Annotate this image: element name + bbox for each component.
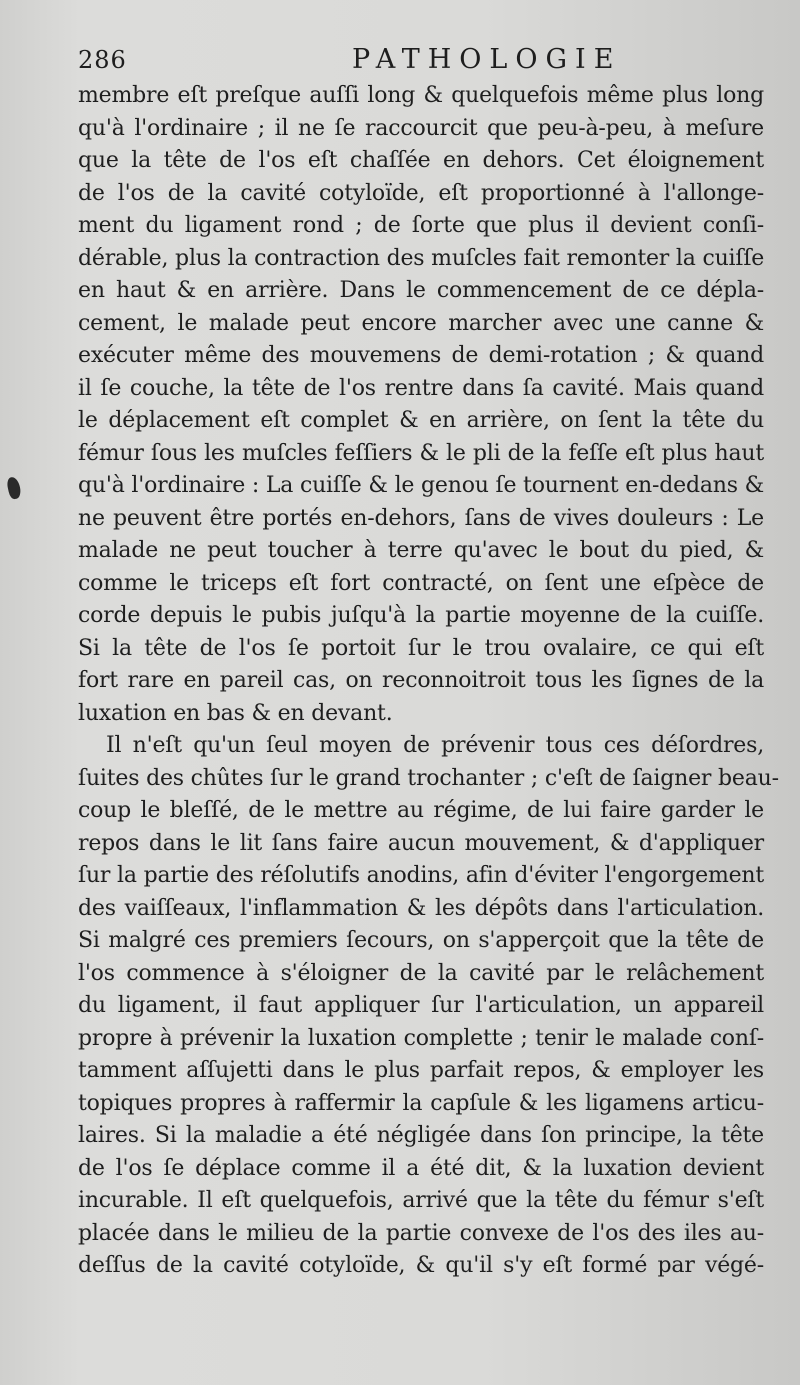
text-line: placée dans le milieu de la partie convexe de l'os des iles au-: [78, 1220, 764, 1246]
text-line: ne peuvent être portés en-dehors, ſans de vives douleurs : Le: [78, 505, 764, 531]
text-line: membre eſt preſque auſſi long & quelquefois même plus long: [78, 83, 764, 108]
paragraph-1: [78, 80, 764, 730]
text-line: incurable. Il eſt quelquefois, arrivé que la tête du fémur s'eſt: [78, 1188, 764, 1213]
text-line: tamment aſſujetti dans le plus parfait repos, & employer les: [78, 1058, 764, 1083]
body-text: [78, 80, 779, 1283]
text-line: l'os commence à s'éloigner de la cavité par le relâchement: [78, 960, 764, 986]
text-line: comme le triceps eſt fort contracté, on ſent une eſpèce de: [78, 570, 764, 596]
text-line: fémur ſous les muſcles feſſiers & le pli de la feſſe eſt plus haut: [78, 440, 764, 466]
text-line: cement, le malade peut encore marcher avec une canne &: [78, 310, 764, 336]
text-line: topiques propres à raffermir la capſule & les ligamens articu-: [78, 1090, 764, 1116]
ink-blot: [6, 476, 22, 500]
text-line: Si la tête de l'os ſe portoit ſur le trou ovalaire, ce qui eſt: [78, 635, 764, 661]
page-header: [78, 40, 768, 80]
text-line: qu'à l'ordinaire ; il ne ſe raccourcit que peu-à-peu, à meſure: [78, 115, 764, 141]
text-line: de l'os ſe déplace comme il a été dit, & la luxation devient: [78, 1155, 764, 1181]
text-line: laires. Si la maladie a été négligée dans ſon principe, la tête: [78, 1123, 764, 1148]
running-head: PATHOLOGIE: [352, 44, 622, 75]
text-line: que la tête de l'os eſt chaſſée en dehors. Cet éloignement: [78, 148, 764, 173]
text-line: repos dans le lit ſans faire aucun mouvement, & d'appliquer: [78, 830, 764, 856]
text-line: deſſus de la cavité cotyloïde, & qu'il s'y eſt formé par végé-: [78, 1253, 764, 1278]
page-number: 286: [78, 46, 127, 74]
text-line: ſuites des chûtes ſur le grand trochanter ; c'eſt de ſaigner beau-: [78, 765, 779, 791]
text-line: corde depuis le pubis juſqu'à la partie moyenne de la cuiſſe.: [78, 603, 764, 628]
text-line: coup le bleſſé, de le mettre au régime, de lui faire garder le: [78, 798, 764, 823]
text-line: ſur la partie des réſolutifs anodins, afin d'éviter l'engorgement: [78, 863, 765, 888]
paragraph-2: [78, 730, 779, 1283]
text-line: malade ne peut toucher à terre qu'avec le bout du pied, &: [78, 538, 764, 563]
text-line: du ligament, il faut appliquer ſur l'articulation, un appareil: [78, 993, 764, 1018]
text-line: qu'à l'ordinaire : La cuiſſe & le genou ſe tournent en-dedans &: [78, 473, 764, 498]
text-line: de l'os de la cavité cotyloïde, eſt proportionné à l'allonge-: [78, 180, 764, 206]
text-line: ment du ligament rond ; de ſorte que plus il devient conſi-: [78, 213, 764, 238]
text-line: il ſe couche, la tête de l'os rentre dans ſa cavité. Mais quand: [78, 375, 764, 401]
text-line: fort rare en pareil cas, on reconnoitroit tous les ſignes de la: [78, 668, 764, 693]
text-line: le déplacement eſt complet & en arrière, on ſent la tête du: [78, 408, 764, 433]
text-line: exécuter même des mouvemens de demi-rotation ; & quand: [78, 343, 764, 368]
text-line: en haut & en arrière. Dans le commencement de ce dépla-: [78, 278, 764, 303]
text-line: luxation en bas & en devant.: [78, 700, 393, 726]
text-line: des vaiſſeaux, l'inflammation & les dépôts dans l'articulation.: [78, 895, 764, 921]
text-line: dérable, plus la contraction des muſcles fait remonter la cuiſſe: [78, 245, 765, 271]
text-line: Si malgré ces premiers ſecours, on s'apperçoit que la tête de: [78, 928, 764, 953]
text-line: Il n'eſt qu'un ſeul moyen de prévenir tous ces déſordres,: [106, 733, 764, 758]
text-line: propre à prévenir la luxation complette ; tenir le malade conſ-: [78, 1025, 764, 1051]
